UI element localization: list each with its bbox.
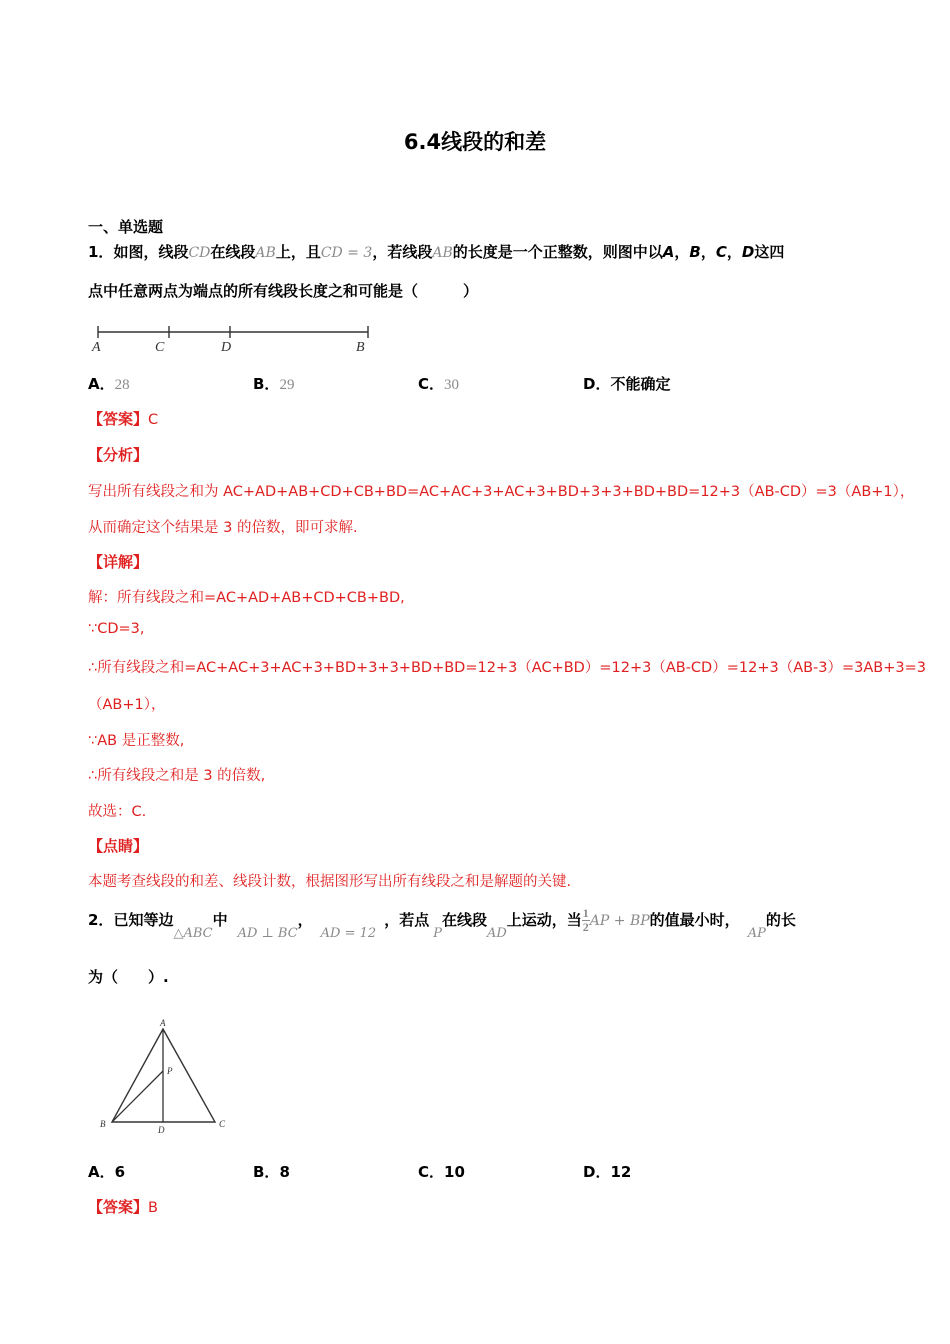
q2-text: 在线段 xyxy=(441,911,487,929)
fraction-denominator: 2 xyxy=(582,920,589,934)
q1-analysis-line: 写出所有线段之和为 AC+AD+AB+CD+CB+BD=AC+AC+3+AC+3+BD+3+3+BD+BD=12+3（AB-CD）=3（AB+1）， xyxy=(88,484,915,500)
q2-label-c: C xyxy=(219,1119,226,1129)
q1-comment-tag: 【点睛】 xyxy=(88,837,149,855)
q2-stem-line2: 为（ ）. xyxy=(88,968,169,986)
q2-math-ad: AD = 12 xyxy=(320,926,377,941)
q1-math-cd: CD xyxy=(188,245,211,261)
q1-text: 这四 xyxy=(754,243,785,261)
q1-detail-line: （AB+1）， xyxy=(88,697,166,713)
q1-text: 上，且 xyxy=(275,243,321,261)
q2-triangle-figure xyxy=(98,1015,238,1135)
q1-detail-line: 解：所有线段之和=AC+AD+AB+CD+CB+BD, xyxy=(88,590,405,606)
q1-text: 如图，线段 xyxy=(113,243,189,261)
option-label: C． xyxy=(418,1163,445,1181)
q2-text: ，若点 xyxy=(384,911,430,929)
q1-text: ，若线段 xyxy=(372,243,433,261)
q1-segment-figure xyxy=(88,318,388,358)
q1-detail-tag: 【详解】 xyxy=(88,553,149,571)
option-value: 30 xyxy=(444,377,460,393)
q1-sep: ， xyxy=(674,243,690,261)
q2-option-c xyxy=(418,1161,465,1182)
q2-label-b: B xyxy=(100,1119,106,1129)
q1-analysis-tag: 【分析】 xyxy=(88,446,149,464)
q1-math-ab: AB xyxy=(255,245,276,261)
option-label: D． xyxy=(583,1163,611,1181)
option-value: 12 xyxy=(610,1163,632,1181)
q2-number: 2． xyxy=(88,911,114,929)
q1-text: 的长度是一个正整数，则图中以 xyxy=(452,243,663,261)
q1-math-ab2: AB xyxy=(432,245,453,261)
q1-option-c xyxy=(418,373,459,394)
q2-math-perp: AD ⊥ BC xyxy=(237,926,298,941)
q2-fraction xyxy=(582,907,590,934)
q1-analysis-line: 从而确定这个结果是 3 的倍数，即可求解. xyxy=(88,520,358,536)
q2-option-a xyxy=(88,1161,125,1182)
option-label: B． xyxy=(253,375,280,393)
option-value: 不能确定 xyxy=(610,375,671,393)
q1-detail-line: ∴所有线段之和=AC+AC+3+AC+3+BD+3+3+BD+BD=12+3（AC+BD）=12+3（AB-CD）=12+3（AB-3）=3AB+3=3 xyxy=(88,660,927,676)
q2-math-triangle: △ABC xyxy=(173,926,213,941)
q1-stem-line1 xyxy=(88,241,784,262)
option-value: 29 xyxy=(279,377,295,393)
q2-text: 上运动，当 xyxy=(506,911,582,929)
option-label: D． xyxy=(583,375,611,393)
q1-sep: ， xyxy=(726,243,742,261)
section-heading: 一、单选题 xyxy=(88,218,164,236)
q1-detail-line: ∴所有线段之和是 3 的倍数, xyxy=(88,768,266,784)
option-label: C． xyxy=(418,375,445,393)
option-label: B． xyxy=(253,1163,280,1181)
q2-label-a: A xyxy=(160,1018,166,1028)
q2-answer xyxy=(88,1196,158,1217)
q1-option-b xyxy=(253,373,294,394)
q1-detail-line: 故选：C. xyxy=(88,804,147,820)
q1-point-b: B xyxy=(689,243,701,261)
q2-stem-line1 xyxy=(88,907,796,943)
q1-text: 在线段 xyxy=(210,243,256,261)
q2-text: ， xyxy=(297,911,313,929)
q1-detail-line: ∵CD=3, xyxy=(88,621,145,637)
q2-text: 中 xyxy=(212,911,228,929)
q1-math-cd-eq: CD = 3 xyxy=(320,245,373,261)
q2-math-expr: AP + BP xyxy=(589,913,650,929)
answer-value: B xyxy=(148,1200,158,1216)
answer-tag: 【答案】 xyxy=(88,1198,149,1216)
page-title: 6.4线段的和差 xyxy=(403,130,547,154)
q1-label-d: D xyxy=(221,340,232,355)
answer-value: C xyxy=(148,412,159,428)
option-value: 8 xyxy=(279,1163,290,1181)
q1-comment: 本题考查线段的和差、线段计数，根据图形写出所有线段之和是解题的关键. xyxy=(88,874,572,890)
option-label: A． xyxy=(88,1163,115,1181)
q1-answer xyxy=(88,408,158,429)
q2-text: 的值最小时， xyxy=(649,911,740,929)
q1-sep: ， xyxy=(700,243,716,261)
q2-option-b xyxy=(253,1161,290,1182)
q2-math-ap: AP xyxy=(747,926,766,941)
q1-option-a xyxy=(88,373,130,394)
q1-number: 1． xyxy=(88,243,114,261)
q1-label-b: B xyxy=(356,340,365,355)
q1-stem-line2: 点中任意两点为端点的所有线段长度之和可能是（ ） xyxy=(88,282,479,300)
option-value: 6 xyxy=(114,1163,126,1181)
answer-tag: 【答案】 xyxy=(88,410,149,428)
q2-label-d: D xyxy=(158,1125,165,1135)
q2-option-d xyxy=(583,1161,631,1182)
q2-math-segment: AD xyxy=(486,926,507,941)
q1-label-c: C xyxy=(155,340,165,355)
q2-math-p: P xyxy=(433,926,442,941)
q1-point-a: A xyxy=(662,243,675,261)
option-value: 10 xyxy=(444,1163,465,1181)
q2-text: 已知等边 xyxy=(113,911,174,929)
q2-label-p: P xyxy=(167,1066,173,1076)
option-label: A． xyxy=(88,375,115,393)
q1-option-d xyxy=(583,373,670,394)
q2-segment-bp xyxy=(112,1071,163,1122)
q2-text: 的长 xyxy=(765,911,796,929)
q1-detail-line: ∵AB 是正整数, xyxy=(88,733,185,749)
option-value: 28 xyxy=(114,377,130,393)
q1-point-d: D xyxy=(741,243,755,261)
q1-point-c: C xyxy=(715,243,727,261)
fraction-numerator: 1 xyxy=(582,906,589,920)
q1-label-a: A xyxy=(92,340,101,355)
